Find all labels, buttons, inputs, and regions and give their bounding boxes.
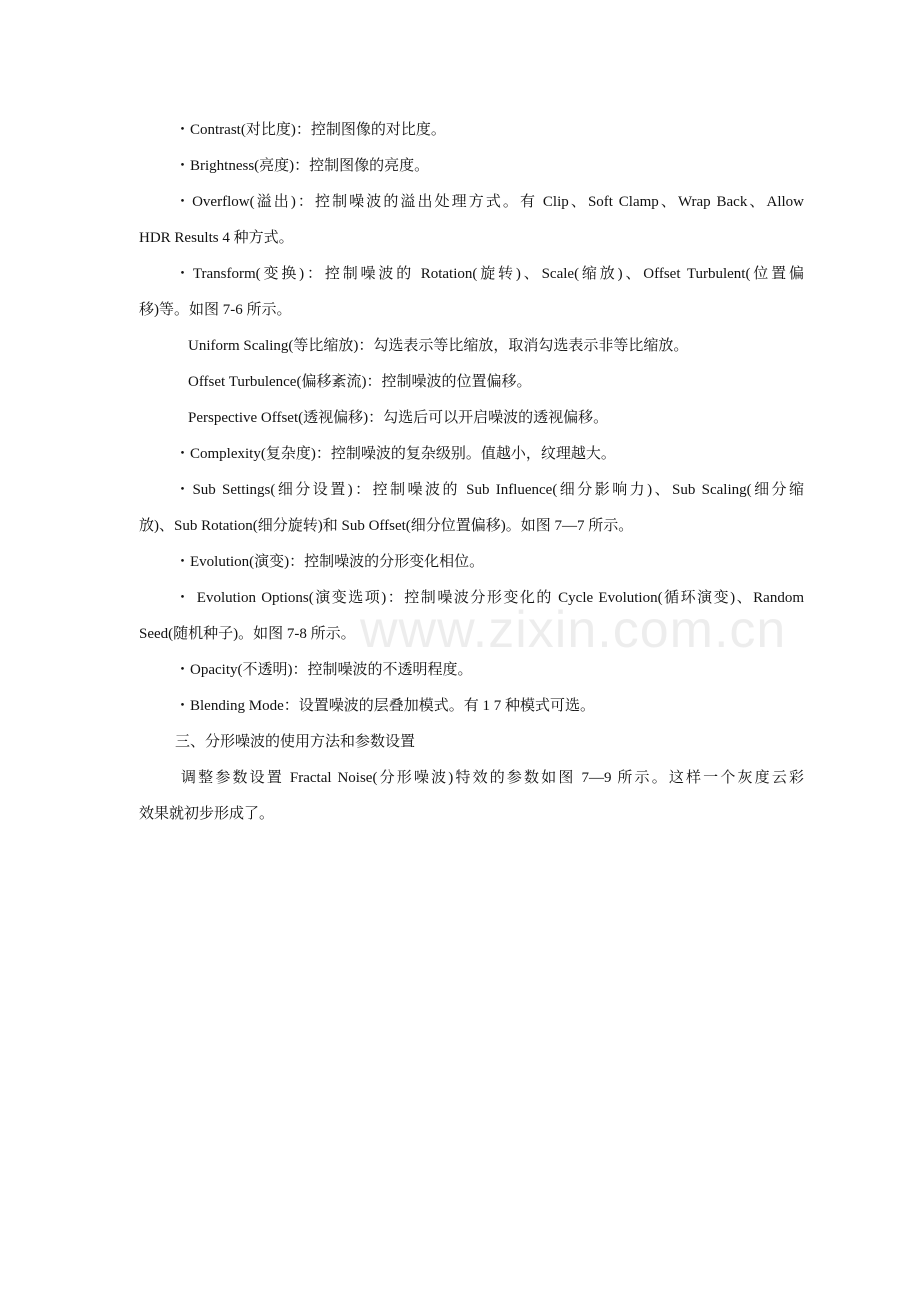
paragraph-opacity <box>139 652 804 688</box>
text-line: ・Sub Settings(细分设置)：控制噪波的 Sub Influence(细分影响力)、Sub Scaling(细分缩 <box>175 482 804 498</box>
paragraph-offset-turbulence <box>139 364 804 400</box>
paragraph-contrast <box>139 112 804 148</box>
text-line: ・Evolution(演变)：控制噪波的分形变化相位。 <box>175 554 485 570</box>
text-line: 效果就初步形成了。 <box>139 806 275 822</box>
paragraph-evolution-options <box>139 580 804 652</box>
section-heading <box>139 724 804 760</box>
text-line: ・Transform(变换)：控制噪波的 Rotation(旋转)、Scale(缩放)、Offset Turbulent(位置偏 <box>175 266 804 282</box>
text-line: 调整参数设置 Fractal Noise(分形噪波)特效的参数如图 7—9 所示。这样一个灰度云彩 <box>181 770 804 786</box>
text-line: HDR Results 4 种方式。 <box>139 230 294 246</box>
paragraph-perspective-offset <box>139 400 804 436</box>
text-line: ・Brightness(亮度)：控制图像的亮度。 <box>175 158 430 174</box>
text-line: Seed(随机种子)。如图 7-8 所示。 <box>139 626 356 642</box>
paragraph-uniform-scaling <box>139 328 804 364</box>
paragraph-overflow <box>139 184 804 256</box>
text-line: ・Opacity(不透明)：控制噪波的不透明程度。 <box>175 662 473 678</box>
paragraph-adjust-parameters <box>139 760 804 832</box>
text-line: ・Contrast(对比度)：控制图像的对比度。 <box>175 122 446 138</box>
text-line: Offset Turbulence(偏移紊流)：控制噪波的位置偏移。 <box>188 374 532 390</box>
paragraph-evolution <box>139 544 804 580</box>
watermark: www.zixin.com.cn <box>360 601 787 659</box>
text-line: Uniform Scaling(等比缩放)：勾选表示等比缩放，取消勾选表示非等比缩放。 <box>188 338 689 354</box>
paragraph-sub-settings <box>139 472 804 544</box>
text-line: ・ Evolution Options(演变选项)：控制噪波分形变化的 Cycle Evolution(循环演变)、Random <box>175 590 804 606</box>
paragraph-complexity <box>139 436 804 472</box>
paragraph-blending-mode <box>139 688 804 724</box>
heading-line: 三、分形噪波的使用方法和参数设置 <box>175 734 416 750</box>
text-line: ・Blending Mode：设置噪波的层叠加模式。有 1 7 种模式可选。 <box>175 698 595 714</box>
text-line: ・Complexity(复杂度)：控制噪波的复杂级别。值越小，纹理越大。 <box>175 446 616 462</box>
text-line: 放)、Sub Rotation(细分旋转)和 Sub Offset(细分位置偏移)。如图 7—7 所示。 <box>139 518 634 534</box>
paragraph-brightness <box>139 148 804 184</box>
text-line: Perspective Offset(透视偏移)：勾选后可以开启噪波的透视偏移。 <box>188 410 609 426</box>
text-line: 移)等。如图 7-6 所示。 <box>139 302 292 318</box>
paragraph-transform <box>139 256 804 328</box>
text-line: ・Overflow(溢出)：控制噪波的溢出处理方式。有 Clip、Soft Clamp、Wrap Back、Allow <box>175 194 804 210</box>
